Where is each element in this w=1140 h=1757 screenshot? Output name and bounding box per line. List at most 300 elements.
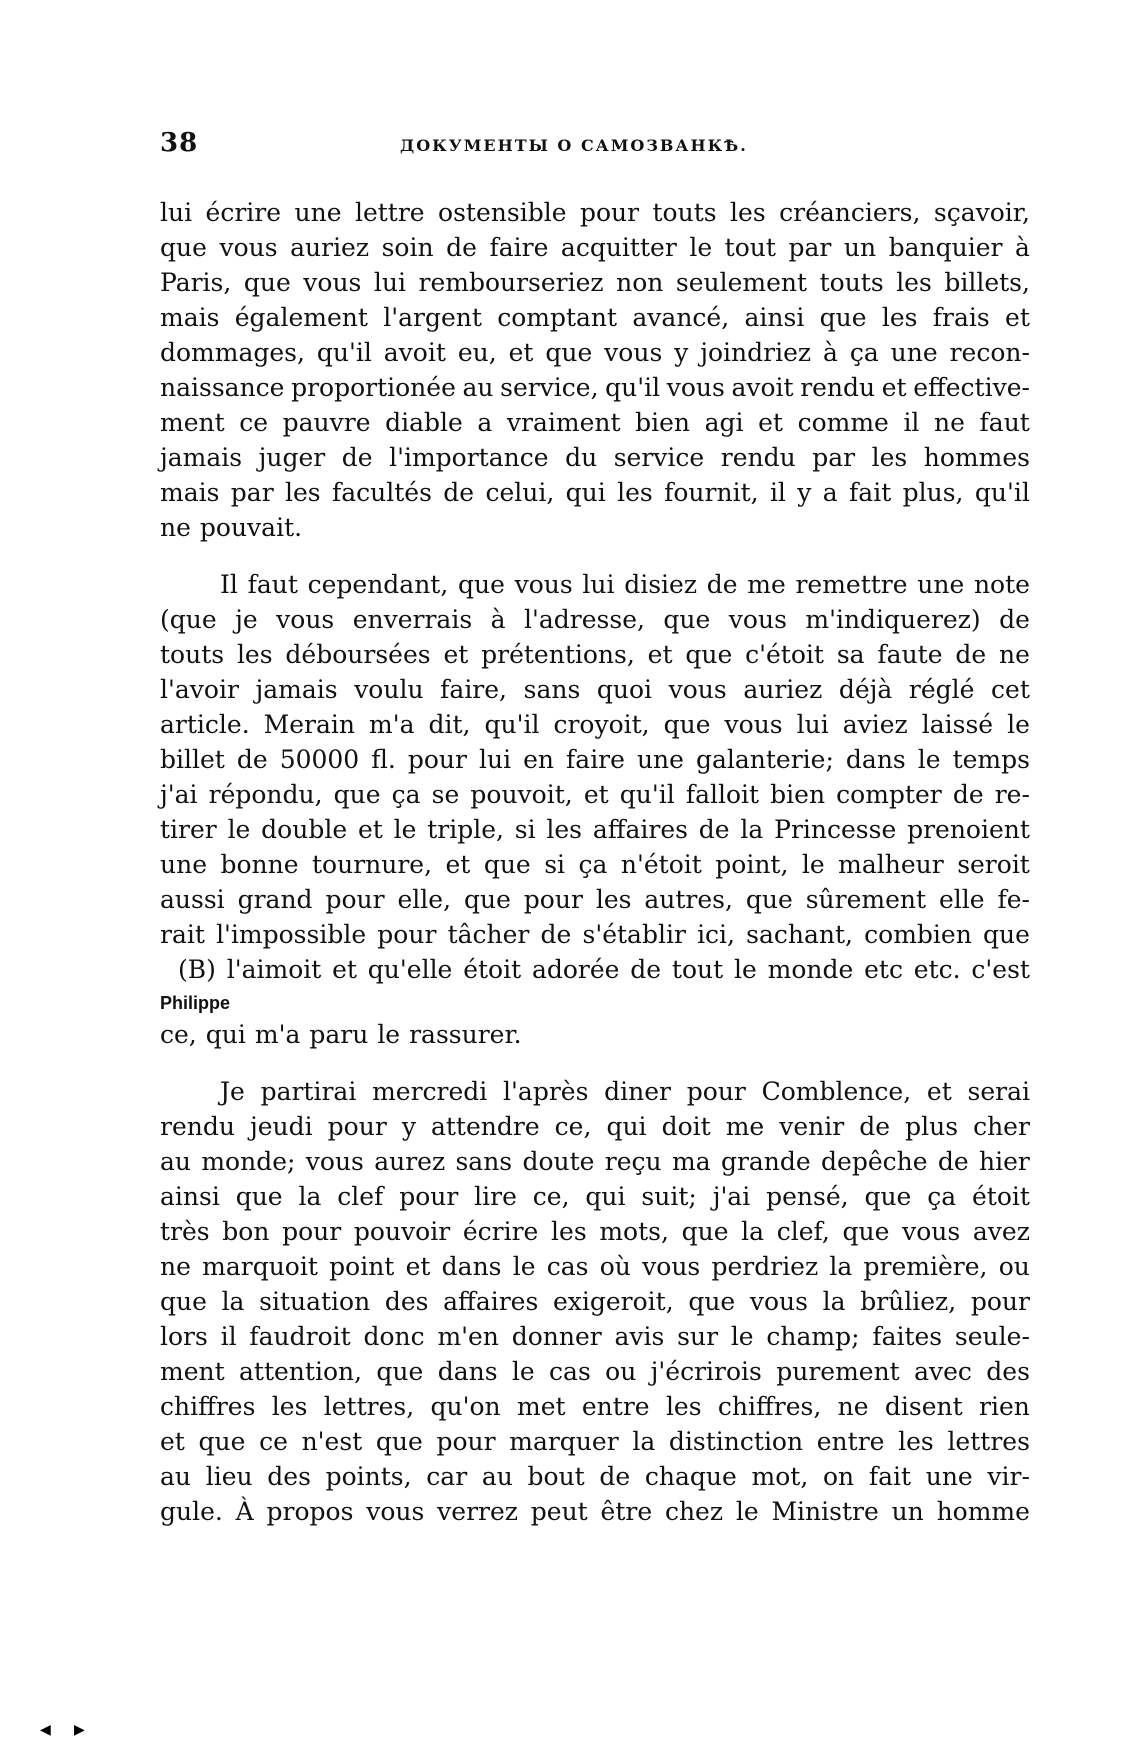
word: j'écrirois — [650, 1357, 762, 1386]
word: clef, — [776, 1217, 830, 1246]
word: banquier — [888, 233, 1003, 262]
text-line — [160, 567, 1030, 602]
word: vous — [642, 1252, 701, 1281]
word: l'importance — [389, 443, 549, 472]
word: service, — [500, 373, 599, 402]
word: au — [462, 373, 494, 402]
word: y — [401, 1112, 416, 1141]
word: que — [235, 1182, 283, 1211]
word: le — [1007, 710, 1030, 739]
word: que — [160, 1287, 207, 1316]
word: les — [617, 478, 653, 507]
text-line — [160, 742, 1030, 777]
text-line — [160, 440, 1030, 475]
word: que — [160, 233, 207, 262]
word: n'étoit — [620, 850, 702, 879]
text-line — [160, 1319, 1030, 1354]
word: fait — [849, 478, 892, 507]
word: frais — [932, 303, 990, 332]
word: une — [890, 338, 938, 367]
word: vous — [728, 605, 787, 634]
text-line — [160, 1459, 1030, 1494]
word: de — [955, 640, 987, 669]
word: écrire — [462, 1217, 539, 1246]
word: sçavoir, — [933, 198, 1030, 227]
word: lettres — [947, 1427, 1030, 1456]
word: cas — [549, 1357, 591, 1386]
word: première, — [863, 1252, 988, 1281]
text-line — [160, 300, 1030, 335]
text-line — [160, 510, 1030, 545]
word: vous — [303, 268, 362, 297]
word: voulu — [354, 675, 424, 704]
word: mots, — [599, 1217, 669, 1246]
word: faire, — [440, 675, 508, 704]
word: du — [565, 443, 598, 472]
word: qu'il — [484, 710, 540, 739]
word: marquer — [509, 1427, 619, 1456]
word: pour — [407, 745, 467, 774]
word: homme — [936, 1497, 1030, 1526]
text-line — [160, 882, 1030, 917]
word: il — [769, 478, 786, 507]
word: lui — [160, 198, 193, 227]
word: fe- — [997, 885, 1030, 914]
text-line — [160, 230, 1030, 265]
word: pour — [377, 920, 437, 949]
word: par — [230, 478, 274, 507]
word: pour — [327, 1112, 387, 1141]
word: etc. — [913, 955, 961, 984]
word: doute — [522, 1147, 595, 1176]
word: malheur — [838, 850, 944, 879]
word: faire — [489, 233, 549, 262]
word: étoit — [972, 1182, 1030, 1211]
word: vous — [219, 233, 278, 262]
word: disiez — [624, 570, 698, 599]
word: disent — [884, 1392, 963, 1421]
word: vir- — [987, 1462, 1030, 1491]
word: ça — [927, 1182, 957, 1211]
word: vous — [366, 1497, 425, 1526]
word: pensé, — [766, 1182, 849, 1211]
word: purement — [776, 1357, 900, 1386]
word: etc — [864, 955, 903, 984]
word: les — [730, 198, 766, 227]
word: ce — [259, 1427, 288, 1456]
word: ne — [160, 1252, 191, 1281]
text-line — [160, 952, 1030, 987]
word: billet — [160, 745, 225, 774]
word: lors — [160, 1322, 208, 1351]
word: au — [481, 1462, 513, 1491]
word: vous — [668, 675, 727, 704]
word: que — [243, 268, 291, 297]
word: sans — [455, 1147, 513, 1176]
word: touts — [652, 198, 717, 227]
word: double — [261, 815, 348, 844]
word: croyoit, — [553, 710, 650, 739]
margin-note: Philippe — [160, 993, 231, 1013]
word: depêche — [821, 1147, 928, 1176]
word: ce, — [554, 1112, 592, 1141]
word: lire — [474, 1182, 517, 1211]
word: re- — [994, 780, 1030, 809]
word: que — [198, 1427, 246, 1456]
word: les — [546, 815, 583, 844]
word: où — [599, 1252, 631, 1281]
word: juger — [258, 443, 326, 472]
word: ça — [849, 338, 879, 367]
word: fl. — [371, 745, 396, 774]
word: mot, — [751, 1462, 809, 1491]
word: si — [544, 850, 566, 879]
word: ostensible — [438, 198, 567, 227]
word: être — [600, 1497, 653, 1526]
word: la — [741, 1217, 765, 1246]
word: mercredi — [372, 1077, 488, 1106]
word: rendu — [160, 1112, 235, 1141]
word: l'impossible — [216, 920, 367, 949]
word: combien — [864, 920, 972, 949]
word: ma — [671, 1147, 711, 1176]
word: avancé, — [632, 303, 730, 332]
word: article. — [160, 710, 250, 739]
word: ce, — [532, 1182, 570, 1211]
word: marquoit — [202, 1252, 318, 1281]
next-arrow-icon[interactable]: ▶ — [74, 1722, 85, 1738]
word: que — [545, 338, 593, 367]
word: clef — [337, 1182, 384, 1211]
word: monde — [767, 955, 854, 984]
word: que — [663, 710, 711, 739]
word: pour — [579, 198, 640, 227]
word: les — [551, 1217, 587, 1246]
text-line — [160, 1389, 1030, 1424]
word: aussi — [160, 885, 225, 914]
word: remettre — [795, 570, 908, 599]
word: les — [271, 1392, 308, 1421]
word: une — [917, 570, 965, 599]
word: des — [267, 1462, 311, 1491]
word: qu'il — [605, 373, 661, 402]
word: soin — [381, 233, 434, 262]
word: en — [523, 745, 555, 774]
word: proportionée — [291, 373, 456, 402]
text-line — [160, 1354, 1030, 1389]
body-text — [160, 195, 1030, 1529]
word: aviez — [842, 710, 908, 739]
word: et — [758, 408, 783, 437]
word: m'a — [254, 1020, 301, 1049]
word: vous — [604, 338, 663, 367]
word: de — [952, 780, 984, 809]
word: ou — [605, 1357, 637, 1386]
word: m'a — [369, 710, 415, 739]
word: répondu, — [208, 780, 323, 809]
word: une — [160, 850, 207, 879]
word: de — [859, 1112, 891, 1141]
text-line — [160, 195, 1030, 230]
word: et — [332, 955, 357, 984]
word: n'est — [301, 1427, 363, 1456]
word: point, — [715, 850, 789, 879]
text-line — [160, 602, 1030, 637]
word: temps — [952, 745, 1030, 774]
word: écrire — [205, 198, 282, 227]
word: que — [458, 570, 505, 599]
word: celui, — [485, 478, 555, 507]
word: que — [463, 885, 511, 914]
word: quoi — [596, 675, 653, 704]
word: et — [881, 373, 907, 402]
word: de — [937, 1147, 969, 1176]
word: également — [234, 303, 368, 332]
word: les — [881, 303, 918, 332]
word: touts — [160, 640, 225, 669]
word: par — [788, 233, 832, 262]
word: me — [747, 570, 786, 599]
word: paru — [309, 1020, 369, 1049]
prev-arrow-icon[interactable]: ◀ — [40, 1722, 51, 1738]
word: mais — [160, 303, 220, 332]
word: le — [377, 1020, 401, 1049]
text-line — [160, 405, 1030, 440]
word: de — [540, 920, 572, 949]
word: que — [663, 605, 711, 634]
word: billets, — [944, 268, 1030, 297]
word: avis — [614, 1322, 665, 1351]
word: le — [730, 1322, 754, 1351]
running-title: ДОКУМЕНТЫ О САМОЗВАНКѢ. — [400, 136, 748, 155]
word: le — [512, 1252, 536, 1281]
word: pour — [282, 1217, 342, 1246]
word: l'aimoit — [226, 955, 322, 984]
word: bien — [770, 780, 826, 809]
word: naissance — [160, 373, 285, 402]
word: m'indiquerez) — [805, 605, 981, 634]
word: touts — [819, 268, 884, 297]
word: le — [689, 233, 713, 262]
text-line — [160, 1109, 1030, 1144]
word: acquitter — [560, 233, 677, 262]
word: mais — [160, 478, 220, 507]
word: cher — [973, 1112, 1030, 1141]
word: auriez — [743, 675, 823, 704]
word: il — [220, 1322, 237, 1351]
word: par — [812, 443, 856, 472]
word: les — [898, 1427, 934, 1456]
text-line — [160, 812, 1030, 847]
word: le — [227, 815, 251, 844]
paragraph-2 — [160, 567, 1030, 1052]
word: distinction — [668, 1427, 804, 1456]
word: faute — [877, 640, 943, 669]
word: qui — [606, 1112, 647, 1141]
word: effective- — [913, 373, 1030, 402]
word: serai — [967, 1077, 1030, 1106]
word: et — [357, 815, 383, 844]
word: de — [443, 478, 475, 507]
word: une — [636, 745, 684, 774]
word: non — [616, 268, 664, 297]
word: seroit — [957, 850, 1030, 879]
word: note — [973, 570, 1030, 599]
word: le — [735, 1497, 759, 1526]
word: joindriez — [700, 338, 812, 367]
word: que — [842, 1217, 890, 1246]
word: Il — [220, 570, 238, 599]
word: pour — [523, 885, 583, 914]
word: venir — [779, 1112, 845, 1141]
word: que — [819, 303, 867, 332]
word: fournit, — [664, 478, 759, 507]
word: rembourseriez — [418, 268, 604, 297]
word: ça — [391, 780, 421, 809]
word: chiffres — [160, 1392, 256, 1421]
word: partirai — [260, 1077, 357, 1106]
word: avoit — [383, 338, 446, 367]
word: et — [647, 640, 673, 669]
word: et — [443, 640, 469, 669]
text-line — [160, 917, 1030, 952]
word: que — [681, 1217, 729, 1246]
word: elle, — [397, 885, 452, 914]
word: pouvait. — [199, 513, 303, 542]
word: perdriez — [711, 1252, 819, 1281]
word: pour — [686, 1077, 746, 1106]
word: bonne — [220, 850, 299, 879]
word: plus — [905, 1112, 959, 1141]
word: grand — [237, 885, 313, 914]
word: comme — [797, 408, 889, 437]
word: lieu — [205, 1462, 253, 1491]
text-line — [160, 1179, 1030, 1214]
word: de — [341, 443, 373, 472]
word: faut — [247, 570, 298, 599]
word: s'établir — [582, 920, 686, 949]
word: reçu — [604, 1147, 662, 1176]
word: les — [236, 640, 273, 669]
text-line — [160, 1424, 1030, 1459]
word: cas — [546, 1252, 589, 1281]
word: que — [864, 1182, 912, 1211]
word: de — [599, 1462, 631, 1491]
word: que — [333, 780, 381, 809]
word: ne — [837, 1392, 869, 1421]
text-line — [160, 370, 1030, 405]
text-line — [160, 847, 1030, 882]
word: pour — [399, 1182, 459, 1211]
word: dans — [441, 1252, 502, 1281]
word: avoit — [731, 373, 794, 402]
text-line — [160, 265, 1030, 300]
word: et — [160, 1427, 185, 1456]
word: sa — [836, 640, 865, 669]
word: champ; — [766, 1322, 860, 1351]
word: étoit — [463, 955, 522, 984]
word: que — [483, 850, 531, 879]
word: Princesse — [774, 815, 897, 844]
word: ça — [578, 850, 608, 879]
word: la — [829, 1252, 853, 1281]
word: c'étoit — [745, 640, 824, 669]
word: le — [801, 850, 825, 879]
word: que — [376, 1357, 424, 1386]
word: le — [393, 815, 417, 844]
word: créanciers, — [779, 198, 921, 227]
word: les — [665, 1392, 702, 1421]
word: qu'il — [619, 780, 675, 809]
word: qu'il — [974, 478, 1030, 507]
word: ou — [998, 1252, 1030, 1281]
word: bien — [635, 408, 691, 437]
word: y — [674, 338, 689, 367]
word: point — [329, 1252, 395, 1281]
word: ainsi — [744, 303, 805, 332]
word: autres, — [644, 885, 733, 914]
word: diner — [604, 1077, 672, 1106]
word: le — [917, 745, 941, 774]
word: au — [160, 1462, 192, 1491]
word: donner — [511, 1322, 602, 1351]
word: qui — [565, 478, 606, 507]
word: que — [375, 1427, 423, 1456]
word: le — [734, 955, 757, 984]
word: Paris, — [160, 268, 232, 297]
word: sur — [677, 1322, 719, 1351]
word: donc — [363, 1322, 425, 1351]
word: qu'on — [430, 1392, 501, 1421]
word: falloit — [685, 780, 760, 809]
word: galanterie; — [695, 745, 834, 774]
word: la — [740, 815, 764, 844]
word: c'est — [971, 955, 1030, 984]
word: chaque — [644, 1462, 737, 1491]
text-line — [160, 1284, 1030, 1319]
word: bout — [527, 1462, 585, 1491]
word: de — [236, 745, 268, 774]
word: brûliez, — [860, 1287, 957, 1316]
word: me — [725, 1112, 765, 1141]
word: ici, — [697, 920, 736, 949]
word: tout — [671, 955, 724, 984]
word: on — [822, 1462, 855, 1491]
word: sûrement — [805, 885, 927, 914]
word: que — [688, 1287, 736, 1316]
word: il — [903, 408, 920, 437]
word: les — [896, 268, 932, 297]
text-line — [160, 1074, 1030, 1109]
word: réglé — [908, 675, 975, 704]
word: vous — [902, 1217, 961, 1246]
word: un — [891, 1497, 924, 1526]
word: chiffres, — [717, 1392, 822, 1421]
word: que — [745, 885, 793, 914]
word: tâcher — [447, 920, 530, 949]
word: avez — [972, 1217, 1030, 1246]
word: gule. — [160, 1497, 223, 1526]
word: dit, — [428, 710, 471, 739]
word: enverrais — [352, 605, 473, 634]
text-line — [160, 707, 1030, 742]
word: entre — [816, 1427, 885, 1456]
word: vous — [514, 570, 573, 599]
text-line — [160, 672, 1030, 707]
word: recon- — [949, 338, 1030, 367]
word: seulement — [675, 268, 808, 297]
word: rendu — [720, 443, 796, 472]
